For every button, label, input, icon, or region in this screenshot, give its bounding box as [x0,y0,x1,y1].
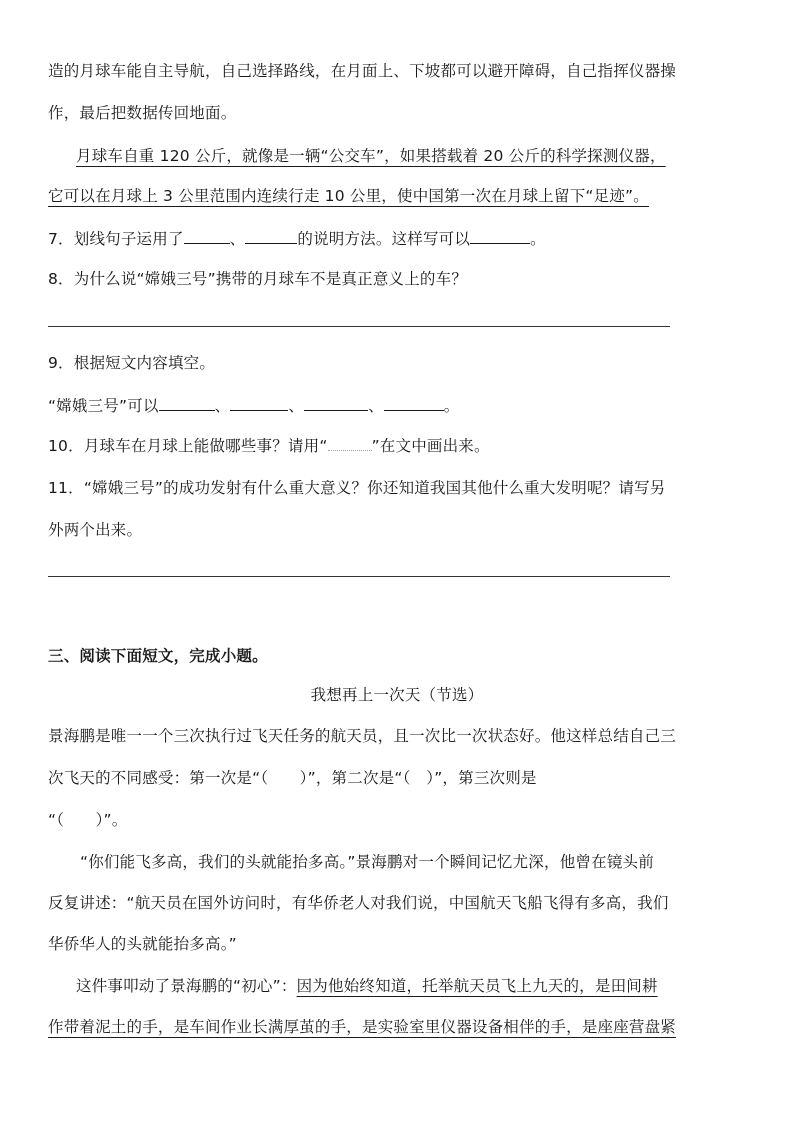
question-text: 7．划线句子运用了 [48,230,184,248]
answer-blank[interactable] [184,227,230,244]
wavy-line-icon [328,436,372,451]
paragraph-text: 这件事叩动了景海鹏的“初心”： [76,977,297,995]
underlined-sentence: 它可以在月球上 3 公里范围内连续行走 10 公里，使中国第一次在月球上留下“足迹”。 [48,187,649,205]
underlined-sentence: 月球车自重 120 公斤，就像是一辆“公交车”，如果搭载着 20 公斤的科学探测仪器， [76,147,666,165]
question-8: 8．为什么说“嫦娥三号”携带的月球车不是真正意义上的车？ [48,270,468,288]
question-11-cont: 外两个出来。 [48,521,143,539]
answer-blank[interactable] [230,394,288,411]
question-9-fill [48,394,459,417]
answer-line[interactable] [48,576,670,577]
question-11: 11．“嫦娥三号”的成功发射有什么重大意义？你还知道我国其他什么重大发明呢？请写另 [48,479,666,497]
answer-blank[interactable] [470,227,530,244]
question-7 [48,227,546,250]
question-text: 的说明方法。这样写可以 [297,230,471,248]
paragraph-line: 反复讲述：“航天员在国外访问时，有华侨老人对我们说，中国航天飞船飞得有多高，我们 [48,894,669,912]
answer-blank[interactable] [384,394,444,411]
paragraph-line [76,975,658,997]
passage-line: 作，最后把数据传回地面。 [48,104,237,122]
underlined-sentence: 作带着泥土的手，是车间作业长满厚茧的手，是实验室里仪器设备相伴的手，是座座营盘紧 [48,1018,677,1036]
answer-blank[interactable] [304,394,368,411]
separator: 、 [288,397,305,415]
question-text: ”在文中画出来。 [371,437,490,455]
question-10 [48,435,490,457]
separator: 。 [443,397,460,415]
article-title: 我想再上一次天（节选） [310,686,484,704]
paragraph-line: “（ ）”。 [48,811,128,829]
paragraph-line: “你们能飞多高，我们的头就能抬多高。”景海鹏对一个瞬间记忆尤深，他曾在镜头前 [80,853,654,871]
underlined-sentence: 因为他始终知道，托举航天员飞上九天的，是田间耕 [296,977,658,995]
answer-blank[interactable] [159,394,215,411]
question-text: 、 [229,230,246,248]
separator: 、 [214,397,231,415]
separator: 、 [368,397,384,415]
paragraph-line: 华侨华人的头就能抬多高。” [48,935,237,953]
question-text: 10．月球车在月球上能做哪些事？请用“ [48,437,328,455]
question-text: “嫦娥三号”可以 [48,397,159,415]
question-text: 。 [530,230,546,248]
paragraph-line: 景海鹏是唯一一个三次执行过飞天任务的航天员，且一次比一次状态好。他这样总结自己三 [48,727,677,745]
paragraph-line: 次飞天的不同感受：第一次是“（ ）”，第二次是“（ ）”，第三次则是 [48,769,537,787]
passage-line: 造的月球车能自主导航，自己选择路线，在月面上、下坡都可以避开障碍，自己指挥仪器操 [48,62,677,80]
section-heading: 三、阅读下面短文，完成小题。 [48,647,268,665]
answer-blank[interactable] [245,227,297,244]
question-9: 9．根据短文内容填空。 [48,354,216,372]
answer-line[interactable] [48,326,670,327]
